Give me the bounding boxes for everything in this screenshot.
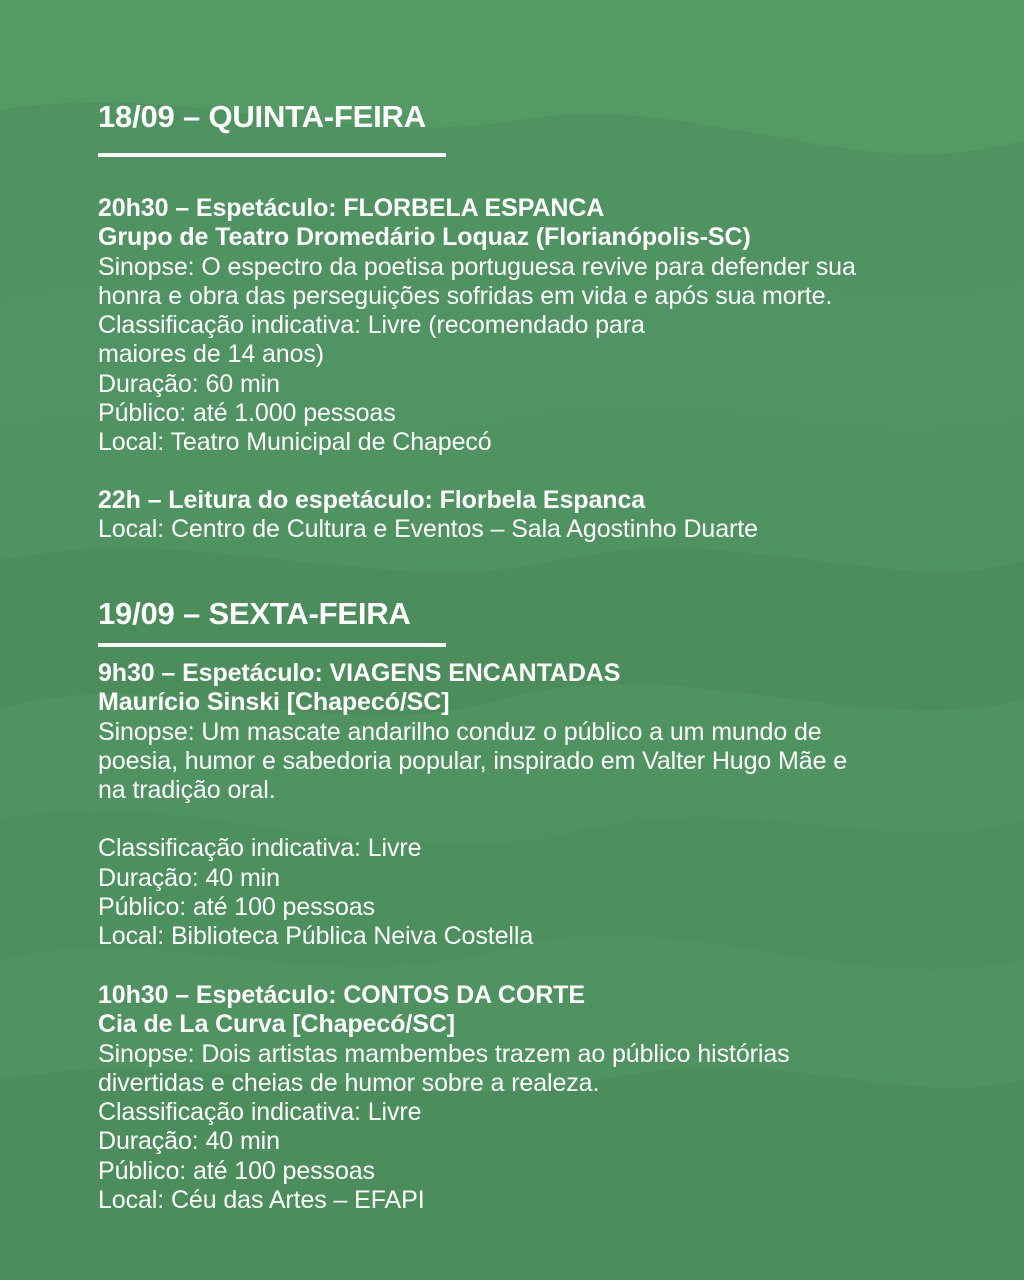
event-synopsis-line: na tradição oral.	[98, 776, 276, 805]
event-leitura-florbela	[98, 486, 978, 545]
event-location: Local: Biblioteca Pública Neiva Costella	[98, 922, 534, 951]
event-classification-line: Classificação indicativa: Livre (recomendado para	[98, 311, 645, 340]
event-title: 10h30 – Espetáculo: CONTOS DA CORTE	[98, 981, 585, 1009]
event-synopsis-line: honra e obra das perseguições sofridas em vida e após sua morte.	[98, 281, 833, 310]
spacer	[98, 805, 978, 834]
event-synopsis-line: Sinopse: Um mascate andarilho conduz o público a um mundo de	[98, 717, 822, 746]
event-title: 22h – Leitura do espetáculo: Florbela Espanca	[98, 486, 646, 514]
event-synopsis-line: poesia, humor e sabedoria popular, inspirado em Valter Hugo Mãe e	[98, 746, 848, 775]
event-location: Local: Teatro Municipal de Chapecó	[98, 428, 492, 457]
day-divider	[98, 643, 446, 647]
event-audience: Público: até 100 pessoas	[98, 1156, 375, 1185]
event-location: Local: Céu das Artes – EFAPI	[98, 1186, 425, 1215]
event-synopsis-line: Sinopse: Dois artistas mambembes trazem ao público histórias	[98, 1039, 790, 1068]
event-duration: Duração: 40 min	[98, 863, 280, 892]
event-classification: Classificação indicativa: Livre	[98, 1098, 422, 1127]
event-florbela-espanca	[98, 194, 978, 458]
event-classification: Classificação indicativa: Livre	[98, 834, 422, 863]
day-heading: 18/09 – QUINTA-FEIRA	[98, 99, 426, 134]
event-viagens-encantadas	[98, 659, 978, 952]
event-classification-line: maiores de 14 anos)	[98, 340, 325, 369]
event-group: Grupo de Teatro Dromedário Loquaz (Florianópolis-SC)	[98, 223, 751, 252]
event-audience: Público: até 1.000 pessoas	[98, 399, 396, 428]
event-duration: Duração: 40 min	[98, 1127, 280, 1156]
event-group: Maurício Sinski [Chapecó/SC]	[98, 688, 450, 717]
day-heading: 19/09 – SEXTA-FEIRA	[98, 596, 411, 631]
event-duration: Duração: 60 min	[98, 369, 280, 398]
event-group: Cia de La Curva [Chapecó/SC]	[98, 1010, 456, 1039]
day-divider	[98, 153, 446, 157]
event-title: 9h30 – Espetáculo: VIAGENS ENCANTADAS	[98, 659, 621, 687]
event-location: Local: Centro de Cultura e Eventos – Sala Agostinho Duarte	[98, 515, 758, 544]
event-synopsis-line: divertidas e cheias de humor sobre a realeza.	[98, 1068, 600, 1097]
event-title: 20h30 – Espetáculo: FLORBELA ESPANCA	[98, 194, 605, 222]
event-synopsis-line: Sinopse: O espectro da poetisa portuguesa revive para defender sua	[98, 252, 856, 281]
event-audience: Público: até 100 pessoas	[98, 893, 375, 922]
event-contos-da-corte	[98, 981, 978, 1215]
